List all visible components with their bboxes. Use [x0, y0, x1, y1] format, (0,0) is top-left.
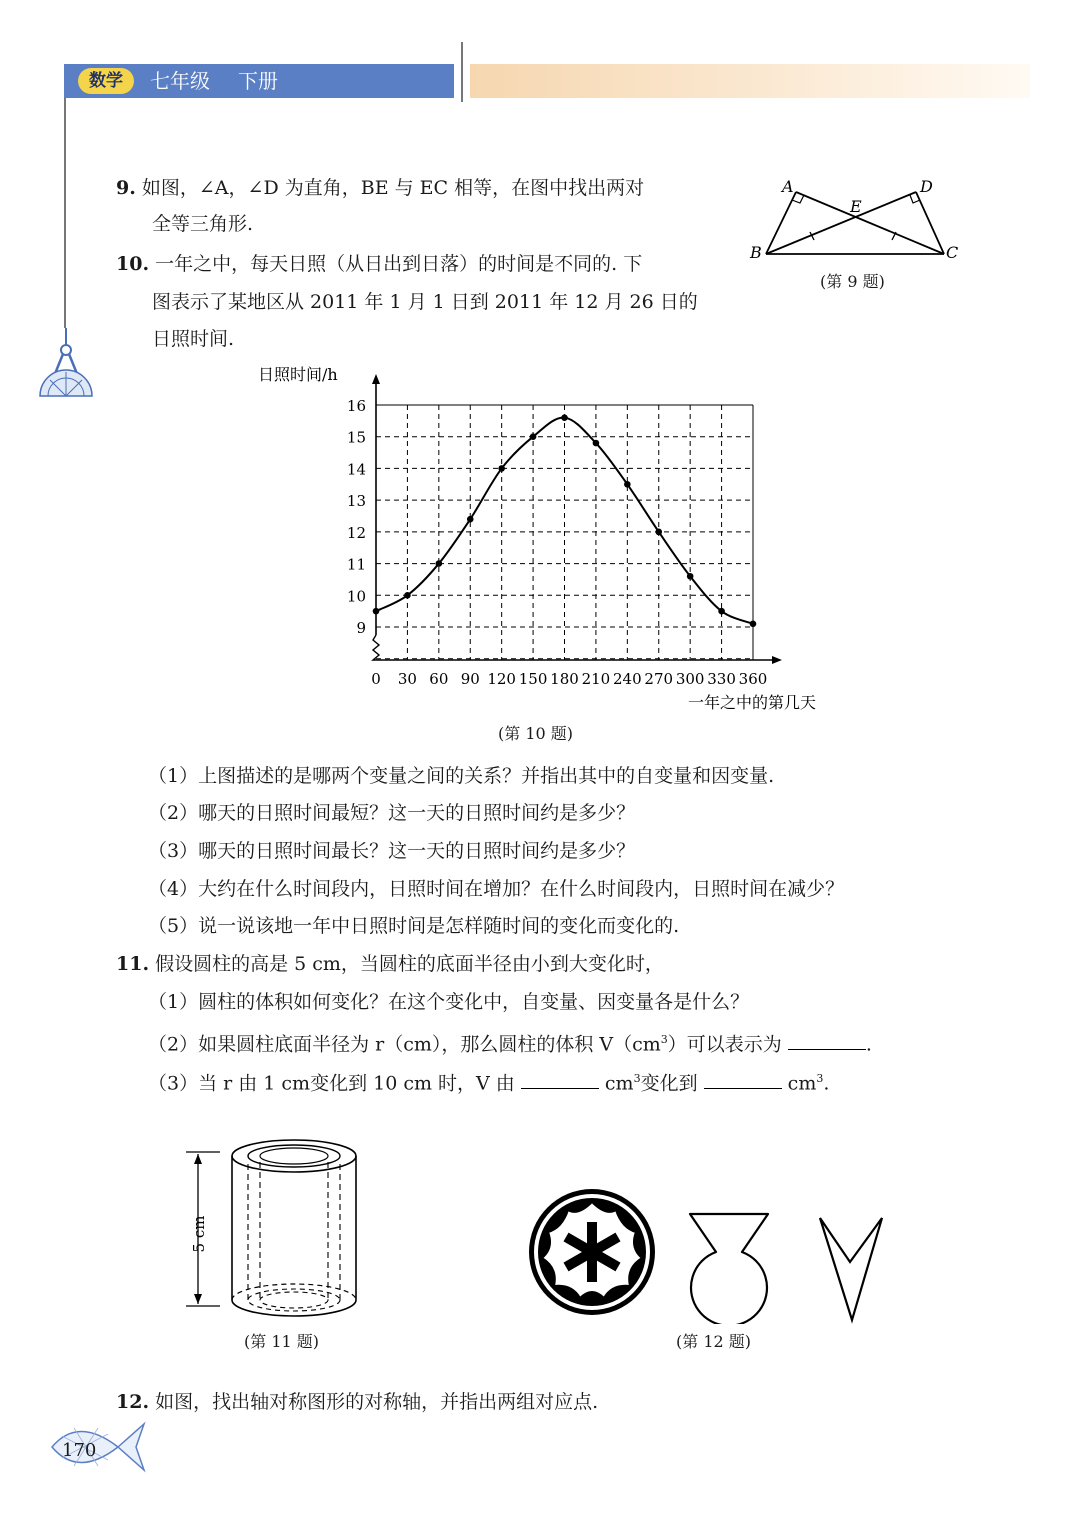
y-tick-label: 14	[346, 460, 366, 479]
x-axis-arrow	[772, 656, 782, 664]
x-tick-label: 240	[613, 670, 642, 688]
label-a: A	[782, 177, 794, 196]
data-point	[593, 440, 600, 447]
chart-axes	[372, 374, 782, 664]
x-axis-label: 一年之中的第几天	[687, 693, 816, 712]
y-axis-arrow	[372, 374, 380, 384]
data-point	[655, 529, 662, 536]
x-tick-label: 180	[550, 670, 579, 688]
volume-label: 下册	[238, 69, 278, 93]
x-tick-label: 360	[738, 670, 768, 688]
q9-line2: 全等三角形.	[152, 213, 254, 235]
label-d: D	[920, 177, 933, 196]
q11-sub-2-sup: 3	[660, 1033, 668, 1046]
x-tick-label: 270	[644, 670, 674, 688]
q11-caption: (第 11 题)	[244, 1332, 320, 1351]
q11-sub-3-end: .	[823, 1072, 830, 1095]
q10-line1: 一年之中，每天日照（从日出到日落）的时间是不同的. 下	[155, 253, 643, 275]
q11-sub-2-text-b: ）可以表示为	[667, 1033, 782, 1056]
q10-number: 10.	[116, 253, 150, 275]
x-tick-label: 30	[397, 670, 417, 688]
data-point	[498, 465, 505, 472]
margin-line	[64, 98, 66, 328]
q10-text	[116, 252, 642, 276]
q10-sub-1: （1）上图描述的是哪两个变量之间的关系？并指出其中的自变量和因变量.	[148, 765, 775, 787]
sunshine-chart	[250, 360, 830, 720]
x-tick-label: 300	[675, 670, 705, 688]
answer-blank	[521, 1070, 599, 1089]
y-tick-label: 12	[346, 523, 366, 542]
x-tick-label: 210	[581, 670, 611, 688]
q9-text	[116, 176, 644, 200]
label-e: E	[850, 197, 862, 216]
label-b: B	[750, 243, 762, 262]
data-point	[718, 608, 725, 615]
q9-line1: 如图，∠A，∠D 为直角，BE 与 EC 相等，在图中找出两对	[141, 177, 645, 199]
y-tick-label: 15	[346, 428, 366, 447]
data-point	[561, 414, 568, 421]
q11-text	[116, 952, 664, 976]
q12-caption: (第 12 题)	[676, 1332, 752, 1351]
data-point	[404, 592, 411, 599]
series-line	[376, 418, 753, 624]
x-tick-label: 90	[460, 670, 480, 688]
q12-number: 12.	[116, 1391, 150, 1413]
q11-sub-2-end: .	[865, 1033, 872, 1056]
data-point	[467, 516, 474, 523]
y-tick-label: 13	[346, 492, 366, 511]
y-tick-label: 10	[346, 587, 366, 606]
header-decor-band	[470, 64, 1030, 98]
q9-number: 9.	[116, 177, 136, 199]
q12-text	[116, 1390, 598, 1414]
y-axis-break	[373, 635, 379, 660]
q11-line1: 假设圆柱的高是 5 cm，当圆柱的底面半径由小到大变化时，	[155, 953, 664, 975]
y-tick-label: 16	[346, 397, 366, 415]
subject-badge: 数学	[78, 68, 134, 94]
label-c: C	[946, 243, 959, 262]
q10-sub-3: （3）哪天的日照时间最长？这一天的日照时间约是多少？	[148, 840, 636, 862]
answer-blank	[788, 1031, 866, 1050]
chart-ticks	[347, 397, 767, 688]
page-number: 170	[62, 1440, 97, 1461]
x-tick-label: 0	[371, 670, 381, 688]
q11-sub-3-unit-1: cm	[604, 1072, 634, 1095]
q10-sub-5: （5）说一说该地一年中日照时间是怎样随时间的变化而变化的.	[148, 915, 680, 937]
y-axis-label: 日照时间/h	[258, 365, 338, 384]
keyhole-shape-figure	[684, 1208, 774, 1324]
data-point	[750, 621, 757, 628]
q9-caption: (第 9 题)	[820, 272, 885, 291]
data-point	[373, 608, 380, 615]
q9-triangle-figure	[748, 172, 968, 262]
data-point	[530, 433, 537, 440]
answer-blank	[704, 1070, 782, 1089]
q11-number: 11.	[116, 953, 150, 975]
compass-protractor-icon	[36, 326, 96, 400]
data-point	[687, 573, 694, 580]
q10-line2: 图表示了某地区从 2011 年 1 月 1 日到 2011 年 12 月 26 日的	[152, 291, 698, 313]
data-point	[624, 481, 631, 488]
chart-grid	[376, 405, 753, 660]
q11-sub-3-text-a: （3）当 r 由 1 cm变化到 10 cm 时，V 由	[148, 1072, 515, 1095]
arrowhead-shape-figure	[814, 1212, 888, 1324]
q11-sub-3-sup-2: 3	[816, 1072, 824, 1085]
x-tick-label: 330	[707, 670, 736, 688]
q11-sub-3-unit-2: cm	[787, 1072, 817, 1095]
star-in-circle-figure	[526, 1186, 658, 1318]
y-tick-label: 11	[346, 555, 366, 574]
q11-sub-2-text-a: （2）如果圆柱底面半径为 r（cm），那么圆柱的体积 V（cm	[148, 1033, 661, 1056]
q11-sub-1: （1）圆柱的体积如何变化？在这个变化中，自变量、因变量各是什么？	[148, 991, 750, 1013]
q11-sub-3-sup-1: 3	[633, 1072, 641, 1085]
q11-sub-3-text-c: 变化到	[640, 1072, 698, 1095]
q11-sub-3	[148, 1067, 829, 1095]
data-point	[436, 560, 443, 567]
cylinder-figure	[176, 1134, 376, 1324]
q10-line3: 日照时间.	[152, 328, 235, 350]
grade-label: 七年级	[150, 69, 210, 93]
x-tick-label: 60	[429, 670, 449, 688]
y-tick-label: 9	[356, 619, 366, 637]
q11-sub-2	[148, 1028, 872, 1056]
x-tick-label: 120	[487, 670, 516, 688]
q10-sub-4: （4）大约在什么时间段内，日照时间在增加？在什么时间段内，日照时间在减少？	[148, 878, 845, 900]
q10-sub-2: （2）哪天的日照时间最短？这一天的日照时间约是多少？	[148, 802, 636, 824]
q10-caption: (第 10 题)	[498, 724, 574, 743]
x-tick-label: 150	[518, 670, 548, 688]
header-divider	[461, 42, 463, 102]
height-label: 5 cm	[190, 1215, 208, 1253]
q12-line1: 如图，找出轴对称图形的对称轴，并指出两组对应点.	[155, 1391, 599, 1413]
